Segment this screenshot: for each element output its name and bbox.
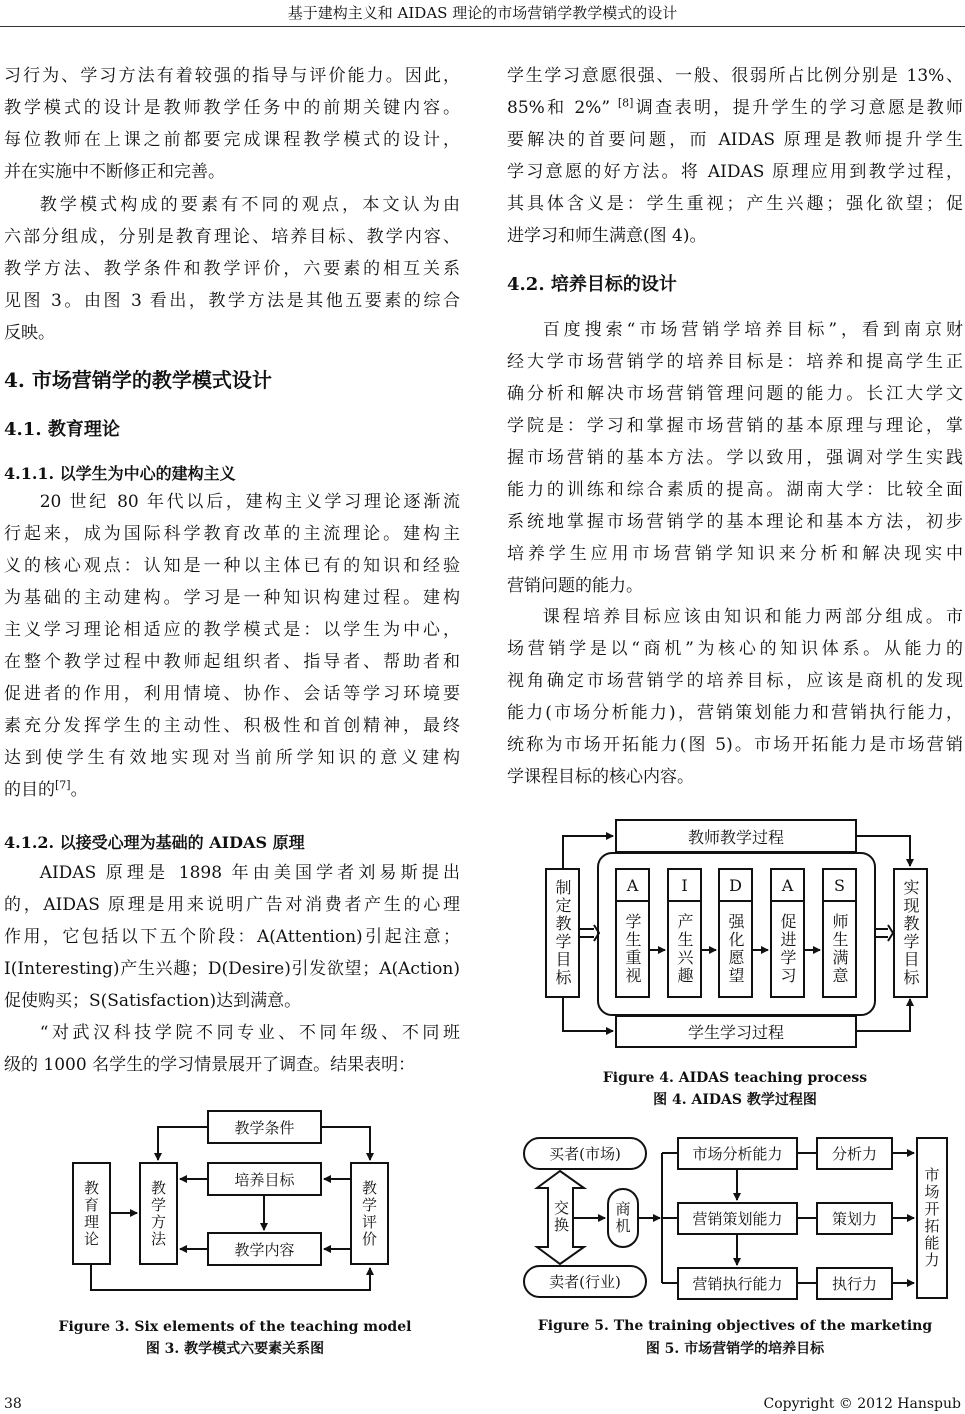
text-line: 学习意愿的好方法。将 AIDAS 原理应用到教学过程， xyxy=(507,162,963,182)
fig4-stage-letter: A xyxy=(770,868,805,902)
text-line: 教学模式的设计是教师教学任务中的前期关键内容。 xyxy=(4,98,460,118)
text-segment: 。 xyxy=(70,780,88,800)
running-header: 基于建构主义和 AIDAS 理论的市场营销学教学模式的设计 xyxy=(287,4,678,22)
text-line: 的，AIDAS 原理是用来说明广告对消费者产生的心理 xyxy=(4,895,460,915)
fig5-ability-planning: 营销策划能力 xyxy=(677,1202,798,1235)
text-line: 握市场营销的基本方法。学以致用，强调对学生实践 xyxy=(507,448,963,468)
fig5-power-planning: 策划力 xyxy=(816,1202,893,1235)
text-segment: 调查表明，提升学生的学习意愿是教师 xyxy=(633,98,963,118)
text-line: 经大学市场营销学的培养目标是：培养和提高学生正 xyxy=(507,352,963,372)
subsection-heading: 4.1. 教育理论 xyxy=(4,419,120,440)
fig4-stage-label: 促进学习 xyxy=(770,900,805,998)
text-line: 级的 1000 名学生的学习情景展开了调查。结果表明： xyxy=(4,1055,416,1075)
text-line: 进学习和师生满意(图 4)。 xyxy=(507,226,707,246)
fig4-stage-label: 学生重视 xyxy=(615,900,650,998)
fig4-stage-letter: S xyxy=(822,868,857,902)
text-line: 行起来，成为国际科学教育改革的主流理论。建构主 xyxy=(4,524,460,544)
text-line: 反映。 xyxy=(4,323,55,343)
text-line: 课程培养目标应该由知识和能力两部分组成。市 xyxy=(542,607,963,627)
fig4-set-goal: 制定教学目标 xyxy=(545,868,580,998)
figure3-caption-en: Figure 3. Six elements of the teaching model xyxy=(58,1319,412,1335)
text-line: 教学方法、教学条件和教学评价，六要素的相互关系 xyxy=(4,259,460,279)
text-line: 20 世纪 80 年代以后，建构主义学习理论逐渐流 xyxy=(39,492,460,512)
fig4-student-process: 学生学习过程 xyxy=(615,1015,857,1048)
text-line: 并在实施中不断修正和完善。 xyxy=(4,162,225,182)
text-line: 作用，它包括以下五个阶段：A(Attention)引起注意； xyxy=(4,927,460,947)
text-line: 要解决的首要问题，而 AIDAS 原理是教师提升学生 xyxy=(507,130,963,150)
section-heading: 4. 市场营销学的教学模式设计 xyxy=(4,368,272,392)
text-line: 百度搜索“市场营销学培养目标”，看到南京财 xyxy=(542,320,963,340)
fig4-teacher-process: 教师教学过程 xyxy=(615,819,857,853)
fig4-stage-label: 师生满意 xyxy=(822,900,857,998)
text-line: 视角确定市场营销学的培养目标，应该是商机的发现 xyxy=(507,671,963,691)
fig5-power-analysis: 分析力 xyxy=(816,1137,893,1170)
text-line: 促使购买；S(Satisfaction)达到满意。 xyxy=(4,991,302,1011)
text-line: 见图 3。由图 3 看出，教学方法是其他五要素的综合 xyxy=(4,291,460,311)
fig4-stage-label: 强化愿望 xyxy=(718,900,753,998)
text-line: 统称为市场开拓能力(图 5)。市场开拓能力是市场营销 xyxy=(507,735,963,755)
text-line: 教学模式构成的要素有不同的观点，本文认为由 xyxy=(39,195,460,215)
text-line: 营销问题的能力。 xyxy=(507,576,643,596)
fig4-stage-letter: A xyxy=(615,868,650,902)
fig4-stage-letter: I xyxy=(667,868,702,902)
text-line: 培养学生应用市场营销学知识来分析和解决现实中 xyxy=(507,544,963,564)
fig5-ability-analysis: 市场分析能力 xyxy=(677,1137,798,1170)
figure3-caption-cn: 图 3. 教学模式六要素关系图 xyxy=(145,1341,325,1357)
text-segment: 85%和 2%” xyxy=(507,98,618,118)
fig5-market-development: 市场开拓能力 xyxy=(916,1137,948,1299)
text-line: 促进者的作用，利用情境、协作、会话等学习环境要 xyxy=(4,684,460,704)
fig5-buyer: 买者(市场) xyxy=(523,1137,647,1170)
fig5-ability-execution: 营销执行能力 xyxy=(677,1267,798,1300)
subsubsection-heading: 4.1.2. 以接受心理为基础的 AIDAS 原理 xyxy=(4,833,305,852)
fig4-stage-letter: D xyxy=(718,868,753,902)
fig3-box-evaluation: 教学评价 xyxy=(350,1162,389,1265)
text-line: 主义学习理论相适应的教学模式是：以学生为中心， xyxy=(4,620,460,640)
copyright: Copyright © 2012 Hanspub xyxy=(763,1396,961,1412)
text-segment: 的目的 xyxy=(4,780,55,800)
subsection-heading: 4.2. 培养目标的设计 xyxy=(507,274,677,295)
text-line: 学课程目标的核心内容。 xyxy=(507,767,694,787)
text-line: 学院是：学习和掌握市场营销的基本原理与理论，掌 xyxy=(507,416,963,436)
text-line: I(Interesting)产生兴趣；D(Desire)引发欲望；A(Action) xyxy=(4,959,460,979)
text-line: 能力(市场分析能力)，营销策划能力和营销执行能力， xyxy=(507,703,963,723)
text-line: 习行为、学习方法有着较强的指导与评价能力。因此， xyxy=(4,66,460,86)
text-line: 在整个教学过程中教师起组织者、指导者、帮助者和 xyxy=(4,652,460,672)
fig3-box-method: 教学方法 xyxy=(139,1162,178,1265)
text-line: 确分析和解决市场营销管理问题的能力。长江大学文 xyxy=(507,384,963,404)
text-line: 素充分发挥学生的主动性、积极性和首创精神，最终 xyxy=(4,716,460,736)
fig4-achieve-goal: 实现教学目标 xyxy=(893,868,928,998)
text-line: 义的核心观点：认知是一种以主体已有的知识和经验 xyxy=(4,556,460,576)
text-line: 系统地掌握市场营销学的基本理论和基本方法，初步 xyxy=(507,512,963,532)
fig5-opportunity: 商机 xyxy=(607,1188,639,1248)
figure5-caption-en: Figure 5. The training objectives of the marketing xyxy=(537,1318,933,1334)
text-line: “对武汉科技学院不同专业、不同年级、不同班 xyxy=(39,1023,460,1043)
text-line: 达到使学生有效地实现对当前所学知识的意义建构 xyxy=(4,748,460,768)
text-line: 学生学习意愿很强、一般、很弱所占比例分别是 13%、 xyxy=(507,66,963,86)
text-line: 能力的训练和综合素质的提高。湖南大学：比较全面 xyxy=(507,480,963,500)
fig3-box-objectives: 培养目标 xyxy=(207,1162,322,1196)
fig3-box-conditions: 教学条件 xyxy=(207,1110,322,1144)
fig3-box-content: 教学内容 xyxy=(207,1232,322,1266)
text-line: AIDAS 原理是 1898 年由美国学者刘易斯提出 xyxy=(39,863,460,883)
subsubsection-heading: 4.1.1. 以学生为中心的建构主义 xyxy=(4,464,236,483)
citation: [7] xyxy=(55,778,71,792)
fig5-exchange: 交换 xyxy=(552,1200,570,1234)
text-line: 其具体含义是：学生重视；产生兴趣；强化欲望；促 xyxy=(507,194,963,214)
text-line: 为基础的主动建构。学习是一种知识构建过程。建构 xyxy=(4,588,460,608)
figure5-caption-cn: 图 5. 市场营销学的培养目标 xyxy=(645,1341,825,1357)
fig4-stage-label: 产生兴趣 xyxy=(667,900,702,998)
citation: [8] xyxy=(617,96,634,110)
figure4-caption-cn: 图 4. AIDAS 教学过程图 xyxy=(653,1092,817,1108)
fig5-seller: 卖者(行业) xyxy=(523,1265,647,1298)
text-line: 每位教师在上课之前都要完成课程教学模式的设计， xyxy=(4,130,460,150)
page-number: 38 xyxy=(4,1396,22,1412)
fig3-box-theory: 教育理论 xyxy=(72,1162,111,1265)
fig5-power-execution: 执行力 xyxy=(816,1267,893,1300)
text-line: 场营销学是以“商机”为核心的知识体系。从能力的 xyxy=(507,639,963,659)
figure4-caption-en: Figure 4. AIDAS teaching process xyxy=(602,1070,868,1086)
text-line: 六部分组成，分别是教育理论、培养目标、教学内容、 xyxy=(4,227,460,247)
